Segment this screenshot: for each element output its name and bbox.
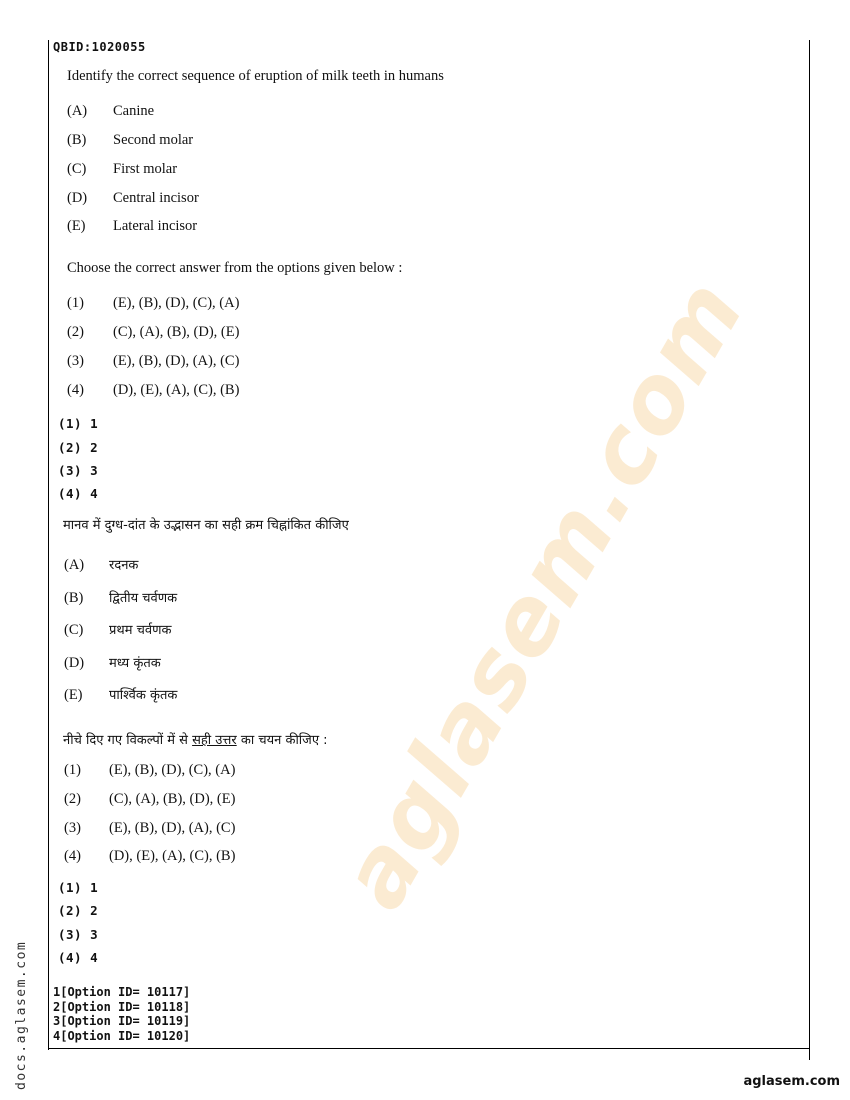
side-url: docs.aglasem.com [14, 940, 29, 1090]
answer-key-value: 2 [90, 440, 99, 455]
option-id: 3[Option ID= 10119] [53, 1014, 191, 1028]
option-text: (C), (A), (B), (D), (E) [113, 324, 240, 340]
item-text: मध्य कृंतक [109, 656, 161, 671]
left-border [48, 40, 49, 1050]
list-item [67, 161, 177, 178]
item-label: (B) [64, 590, 84, 606]
option-label: (1) [67, 295, 84, 311]
option-text: (D), (E), (A), (C), (B) [113, 382, 240, 398]
option-text: (E), (B), (D), (C), (A) [109, 762, 236, 778]
answer-key [58, 440, 98, 455]
list-item [64, 554, 138, 574]
answer-key-value: 4 [90, 950, 99, 965]
option-id: 1[Option ID= 10117] [53, 985, 191, 999]
item-text: रदनक [109, 558, 139, 573]
answer-key-value: 1 [90, 880, 99, 895]
answer-key-label: (2) [58, 903, 83, 918]
item-label: (C) [64, 622, 84, 638]
item-text: पार्श्विक कृंतक [109, 688, 178, 703]
list-item [64, 652, 161, 672]
answer-key [58, 927, 98, 942]
answer-option [64, 791, 235, 808]
item-label: (E) [64, 687, 83, 703]
item-text: First molar [113, 161, 178, 177]
list-item [67, 190, 199, 207]
list-item [67, 218, 197, 235]
brand-footer: aglasem.com [743, 1074, 840, 1089]
option-label: (1) [64, 762, 81, 778]
answer-key-label: (1) [58, 416, 83, 431]
list-item [64, 619, 171, 639]
choose-instruction-english: Choose the correct answer from the options given below : [67, 260, 403, 276]
list-item [67, 103, 154, 120]
item-label: (A) [64, 557, 85, 573]
choose-instruction-hindi [63, 730, 328, 748]
option-label: (4) [64, 848, 81, 864]
answer-key-value: 4 [90, 486, 99, 501]
option-text: (D), (E), (A), (C), (B) [109, 848, 236, 864]
choose-text-pre: नीचे दिए गए विकल्पों में से [63, 733, 193, 748]
item-text: Canine [113, 103, 155, 119]
right-border [809, 40, 810, 1060]
choose-text-post: का चयन कीजिए : [236, 733, 328, 748]
answer-key [58, 950, 98, 965]
answer-option [67, 353, 239, 370]
item-text: Lateral incisor [113, 218, 198, 234]
answer-key-label: (4) [58, 486, 83, 501]
option-label: (4) [67, 382, 84, 398]
item-text: Second molar [113, 132, 194, 148]
item-text: द्वितीय चर्वणक [109, 591, 178, 606]
option-text: (E), (B), (D), (C), (A) [113, 295, 240, 311]
answer-key [58, 416, 98, 431]
option-text: (E), (B), (D), (A), (C) [109, 820, 236, 836]
answer-option [64, 762, 235, 779]
answer-option [67, 382, 239, 399]
answer-option [64, 820, 235, 837]
watermark: aglasem.com [319, 261, 766, 926]
answer-key-value: 2 [90, 903, 99, 918]
answer-key-value: 1 [90, 416, 99, 431]
answer-key [58, 463, 98, 478]
choose-text-underlined: सही उत्तर [192, 733, 237, 748]
list-item [64, 684, 177, 704]
answer-key-label: (3) [58, 927, 83, 942]
option-label: (3) [67, 353, 84, 369]
item-text: Central incisor [113, 190, 199, 206]
answer-key-label: (3) [58, 463, 83, 478]
answer-key-label: (2) [58, 440, 83, 455]
answer-option [67, 295, 239, 312]
option-id-list [53, 985, 190, 1043]
list-item [67, 132, 193, 149]
option-text: (E), (B), (D), (A), (C) [113, 353, 240, 369]
answer-key-label: (4) [58, 950, 83, 965]
item-label: (B) [67, 132, 87, 148]
item-label: (D) [67, 190, 88, 206]
bottom-border [48, 1048, 810, 1049]
item-text: प्रथम चर्वणक [109, 623, 172, 638]
question-english: Identify the correct sequence of eruption of milk teeth in humans [67, 68, 444, 84]
option-label: (3) [64, 820, 81, 836]
item-label: (C) [67, 161, 87, 177]
option-label: (2) [67, 324, 84, 340]
answer-key-value: 3 [90, 463, 99, 478]
question-id: QBID:1020055 [53, 40, 146, 54]
item-label: (A) [67, 103, 88, 119]
option-id: 4[Option ID= 10120] [53, 1028, 191, 1043]
answer-key [58, 903, 98, 918]
option-label: (2) [64, 791, 81, 807]
answer-option [67, 324, 239, 341]
list-item [64, 587, 177, 607]
answer-key [58, 486, 98, 501]
option-id: 2[Option ID= 10118] [53, 999, 191, 1014]
item-label: (D) [64, 655, 85, 671]
answer-key [58, 880, 98, 895]
answer-key-label: (1) [58, 880, 83, 895]
answer-key-value: 3 [90, 927, 99, 942]
option-text: (C), (A), (B), (D), (E) [109, 791, 236, 807]
item-label: (E) [67, 218, 86, 234]
answer-option [64, 848, 235, 865]
question-hindi: मानव में दुग्ध-दांत के उद्भासन का सही क्रम चिह्नांकित कीजिए [63, 518, 349, 533]
